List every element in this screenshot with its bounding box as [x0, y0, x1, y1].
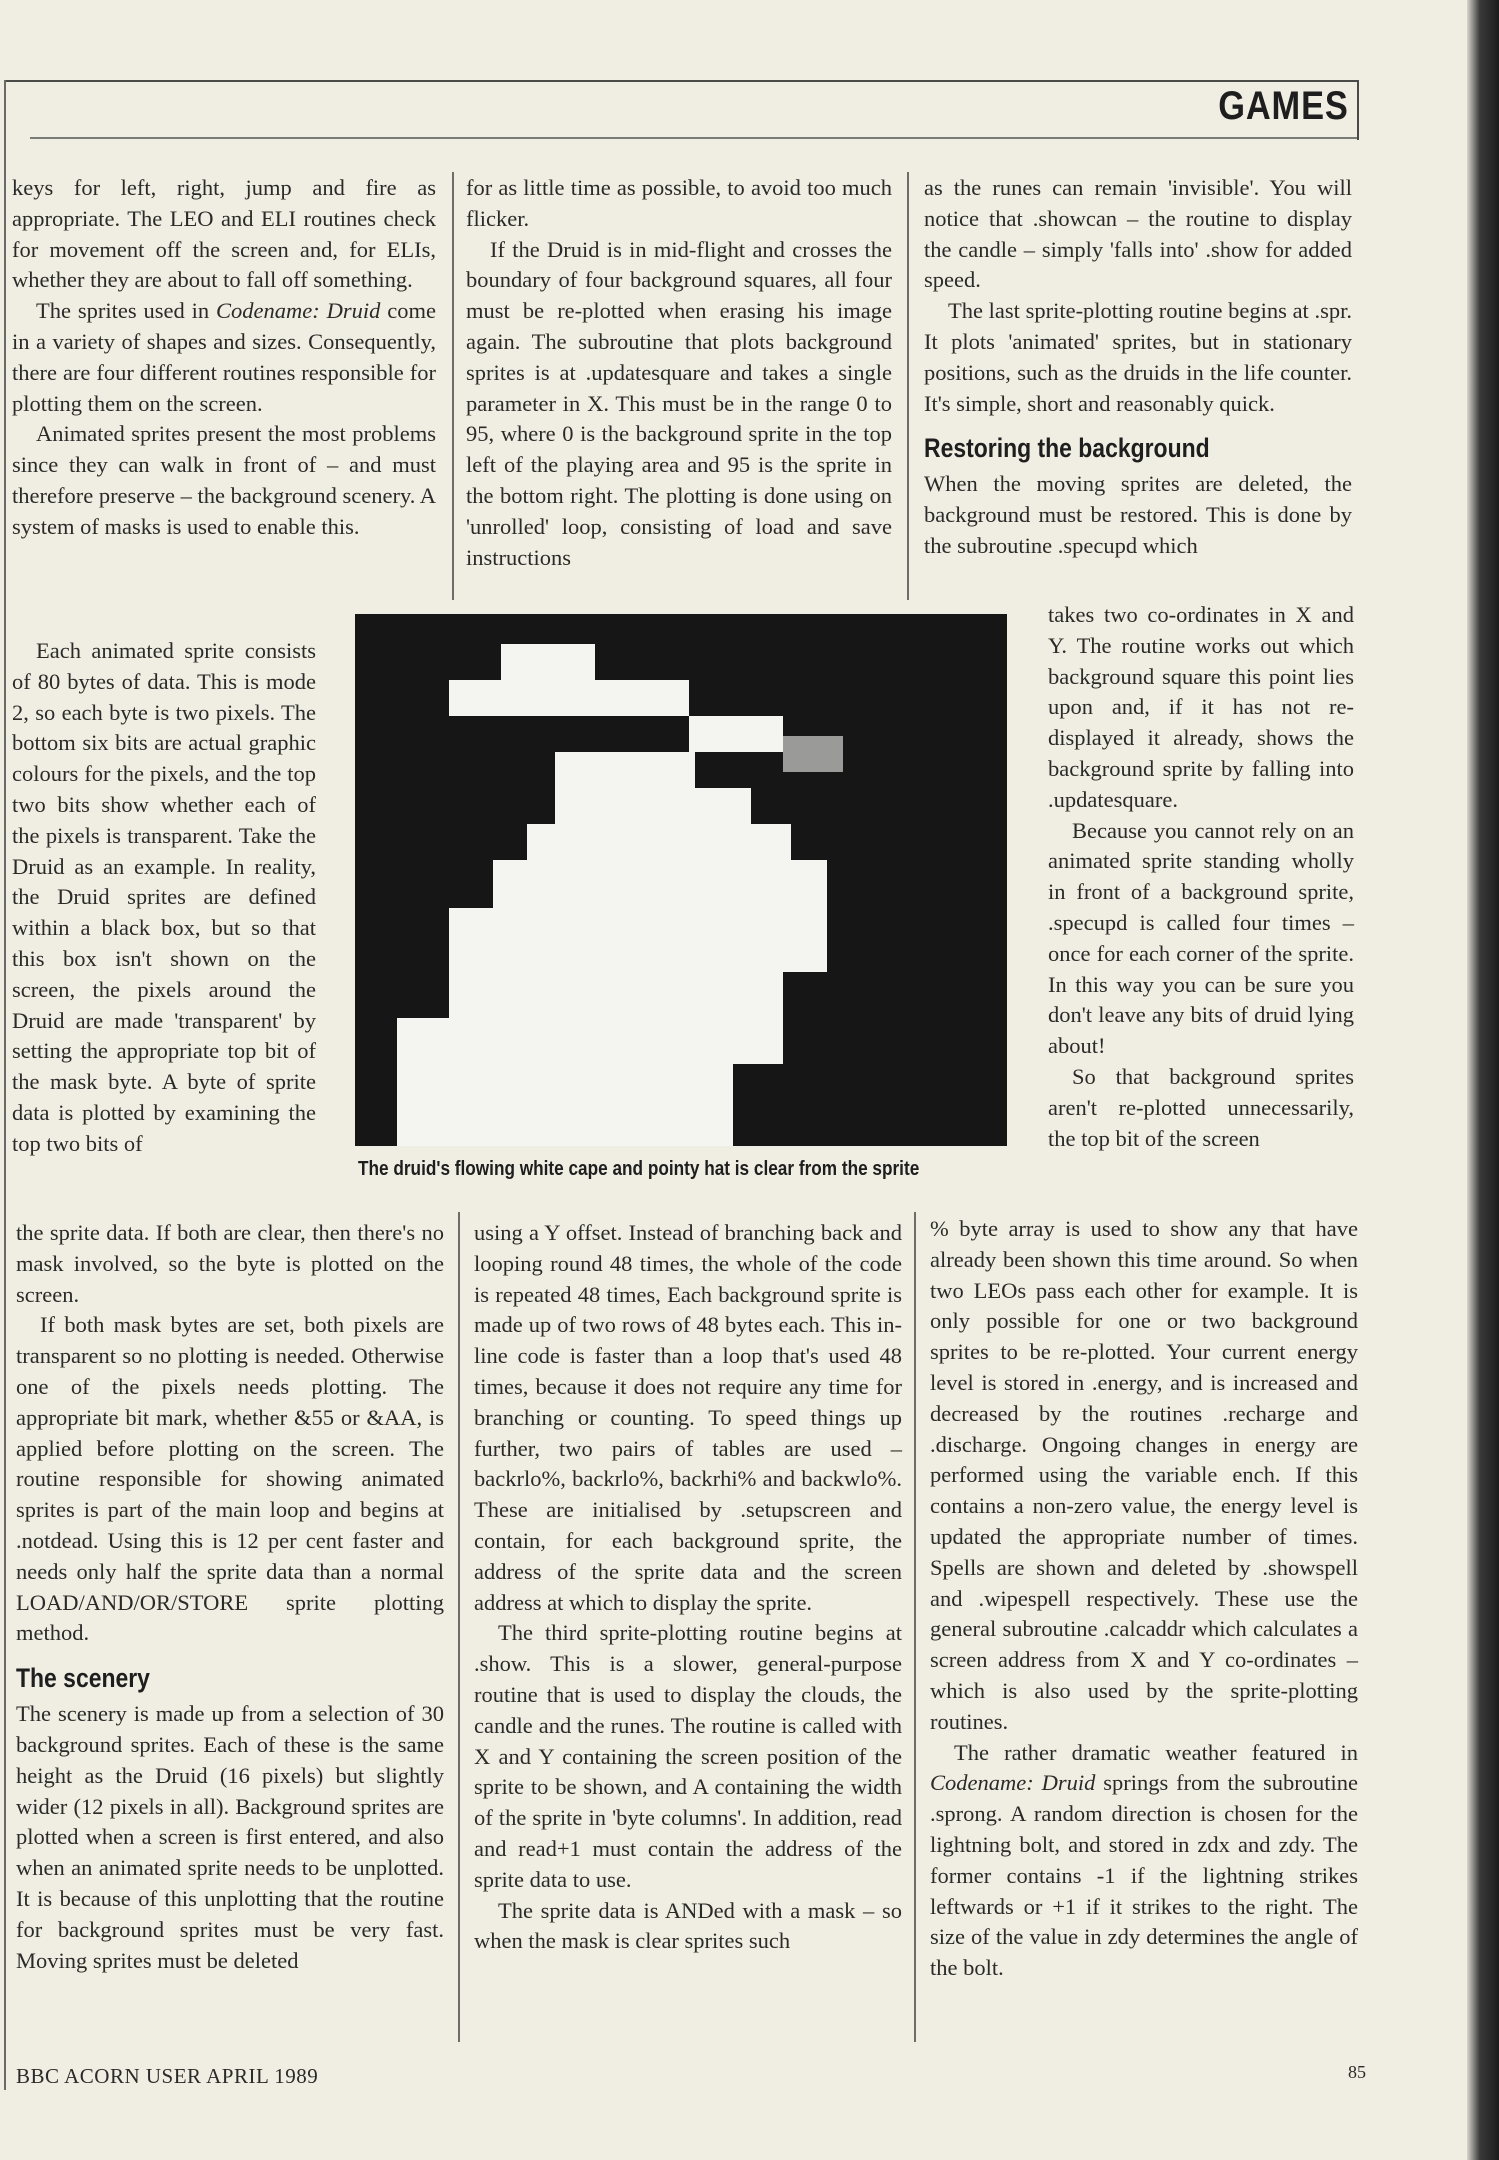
col2-paragraph-4: The sprite data is ANDed with a mask – so when the mask is clear sprites such	[474, 1897, 902, 1954]
heading-restoring-background: Restoring the background	[924, 433, 1210, 464]
col3-paragraph-1: as the runes can remain 'invisible'. You will notice that .showcan – the routine to display the candle – simply 'falls into' .show for added speed.	[924, 175, 1352, 293]
col3-paragraph-3: When the moving sprites are deleted, the background must be restored. This is done by the subroutine .specupd which	[924, 471, 1352, 558]
footer-publication: BBC ACORN USER APRIL 1989	[16, 2064, 319, 2088]
column-2-bottom	[474, 1218, 902, 1957]
column-3-bottom	[930, 1214, 1358, 1984]
column-1-narrow	[12, 636, 316, 1160]
col3-paragraph-5: So that background sprites aren't re-plotted unnecessarily, the top bit of the screen	[1048, 1063, 1354, 1151]
col3-paragraph-4: Because you cannot rely on an animated sprite standing wholly in front of a background sprite, .specupd is called four times – once for each corner of the sprite. In this way you can be sure you don't leave any bits of druid lying about!	[1048, 817, 1354, 1059]
header-rule	[30, 137, 1357, 139]
col1-paragraph-2: The sprites used in Codename: Druid come in a variety of shapes and sizes. Consequently, there are four different routines responsible for plotting them on the screen.	[12, 298, 437, 416]
col1-paragraph-3: Animated sprites present the most problems since they can walk in front of – and must therefore preserve – the background scenery. A system of masks is used to enable this.	[12, 421, 436, 539]
column-1-top	[12, 173, 436, 543]
game-title: Codename: Druid	[930, 1770, 1096, 1796]
heading-the-scenery: The scenery	[16, 1663, 150, 1694]
column-3-top	[924, 173, 1352, 562]
game-title: Codename: Druid	[216, 298, 381, 324]
col3-paragraph-2: The last sprite-plotting routine begins at .spr. It plots 'animated' sprites, but in stationary positions, such as the druids in the life counter. It's simple, short and reasonably quick.	[924, 298, 1352, 416]
figure-caption: The druid's flowing white cape and pointy hat is clear from the sprite	[358, 1158, 920, 1180]
col2-paragraph-2: If the Druid is in mid-flight and crosses the boundary of four background squares, all four must be re-plotted when erasing his image again. The subroutine that plots background sprites is at .updatesquare and takes a single parameter in X. This must be in the range 0 to 95, where 0 is the background sprite in the top left of the playing area and 95 is the sprite in the bottom right. The plotting is done using on 'unrolled' loop, consisting of load and save instructions	[466, 236, 892, 570]
col3-paragraph-5-cont: % byte array is used to show any that have already been shown this time around. So when two LEOs pass each other for example. It is only possible for one or two background sprites to be re-plotted. Your current energy level is stored in .energy, and is increased and decreased by the routines .recharge and .discharge. Ongoing changes in energy are performed using the variable ench. If this contains a non-zero value, the energy level is updated the appropriate number of times. Spells are shown and deleted by .showspell and .wipespell respectively. These use the general subroutine .calcaddr which calculates a screen address from X and Y co-ordinates – which is also used by the sprite-plotting routines.	[930, 1216, 1358, 1734]
column-2-top	[466, 173, 892, 573]
column-3-narrow	[1048, 600, 1354, 1154]
col1-paragraph-4: Each animated sprite consists of 80 bytes of data. This is mode 2, so each byte is two pixels. The bottom six bits are actual graphic colours for the pixels, and the top two bits show whether each of the pixels is transparent. Take the Druid as an example. In reality, the Druid sprites are defined within a black box, but so that this box isn't shown on the screen, the pixels around the Druid are made 'transparent' by setting the appropriate top bit of the mask byte. A byte of sprite data is plotted by examining the top two bits of	[12, 638, 316, 1156]
column-rule-1-top	[452, 172, 454, 600]
col2-paragraph-1: for as little time as possible, to avoid too much flicker.	[466, 175, 892, 231]
scan-edge	[1467, 0, 1499, 2160]
col1-paragraph-6: The scenery is made up from a selection of 30 background sprites. Each of these is the same height as the Druid (16 pixels) but slightly wider (12 pixels in all). Background sprites are plotted when a screen is first entered, and also when an animated sprite needs to be unplotted. It is because of this unplotting that the routine for background sprites must be very fast. Moving sprites must be deleted	[16, 1701, 444, 1973]
frame-left-rule	[4, 80, 6, 2090]
col1-paragraph-5: If both mask bytes are set, both pixels are transparent so no plotting is needed. Otherwise one of the pixels needs plotting. The appropriate bit mark, whether &55 or &AA, is applied before plotting on the screen. The routine responsible for showing animated sprites is part of the main loop and begins at .notdead. Using this is 12 per cent faster and needs only half the sprite data than a normal LOAD/AND/OR/STORE sprite plotting method.	[16, 1312, 444, 1646]
col1-paragraph-4-cont: the sprite data. If both are clear, then there's no mask involved, so the byte is plotted on the screen.	[16, 1220, 444, 1307]
section-label: GAMES	[1218, 84, 1349, 128]
column-rule-2-top	[907, 172, 909, 600]
frame-top-rule	[4, 80, 1359, 82]
footer-page-number: 85	[1348, 2062, 1366, 2082]
column-1-bottom	[16, 1218, 444, 1976]
druid-sprite-figure	[355, 614, 1007, 1146]
column-rule-2-bottom	[914, 1212, 916, 2042]
col1-paragraph-1: keys for left, right, jump and fire as appropriate. The LEO and ELI routines check for movement off the screen and, for ELIs, whether they are about to fall off something.	[12, 175, 436, 293]
col2-paragraph-3: The third sprite-plotting routine begins at .show. This is a slower, general-purpose routine that is used to display the clouds, the candle and the runes. The routine is called with X and Y containing the screen position of the sprite to be shown, and A containing the width of the sprite in 'byte columns'. In addition, read and read+1 must contain the address of the sprite data to use.	[474, 1620, 902, 1892]
frame-right-rule	[1357, 80, 1359, 140]
col2-paragraph-2-cont: using a Y offset. Instead of branching back and looping round 48 times, the whole of the code is repeated 48 times, Each background sprite is made up of two rows of 48 bytes each. This in-line code is faster than a loop that's used 48 times, because it does not require any time for branching or counting. To speed things up further, two pairs of tables are used – backrlo%, backrlo%, backrhi% and backwlo%. These are initialised by .setupscreen and contain, for each background sprite, the address of the sprite data and the screen address at which to display the sprite.	[474, 1220, 902, 1615]
col3-paragraph-6: The rather dramatic weather featured in Codename: Druid springs from the subroutine .sprong. A random direction is chosen for the lightning bolt, and stored in zdx and zdy. The former contains -1 if the lightning strikes leftwards or +1 if it strikes to the right. The size of the value in zdy determines the angle of the bolt.	[930, 1739, 1358, 1981]
druid-sprite-image	[355, 614, 1007, 1146]
col3-paragraph-3-cont: takes two co-ordinates in X and Y. The routine works out which background square this point lies upon and, if it has not re-displayed it already, shows the background sprite by falling into .updatesquare.	[1048, 602, 1354, 812]
column-rule-1-bottom	[458, 1212, 460, 2042]
